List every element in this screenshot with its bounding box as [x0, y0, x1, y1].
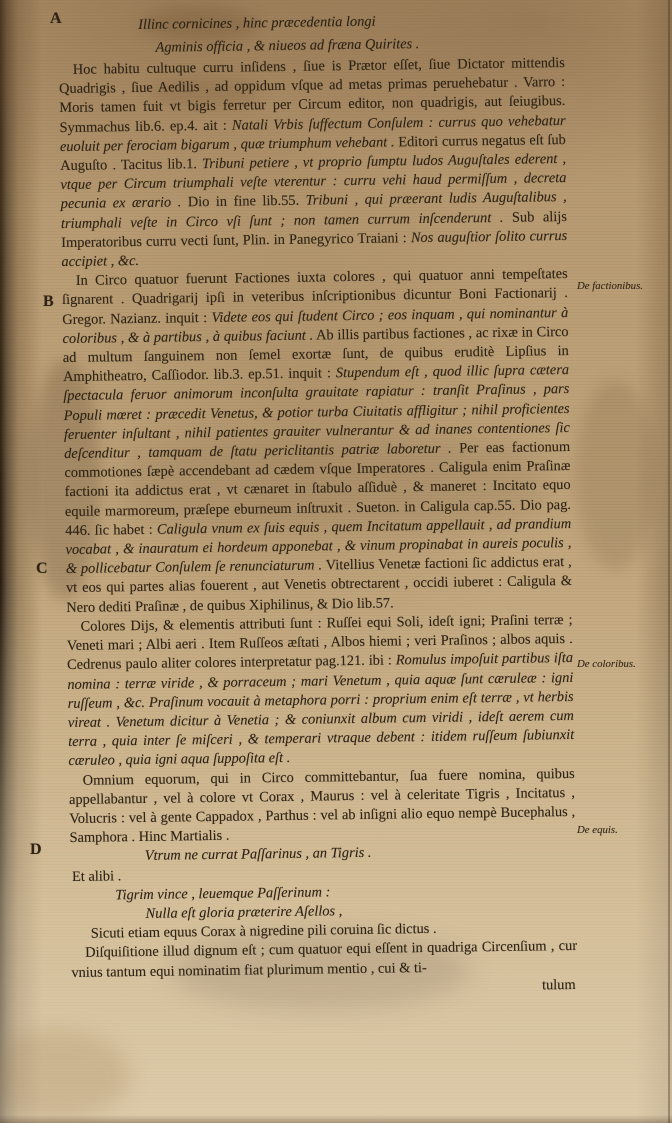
italic-text: Nos auguſtior ſolito currus accipiet , &c. [61, 227, 568, 271]
roman-text: tulum [541, 976, 576, 994]
roman-text: Per eas factionum commotiones ſæpè accendebant ad cædem vſque Imperatores . Caligula enim Praſinæ factioni ita addictus erat , vt cænaret in ſtabulo aſſiduè , & maneret : Incitato equo equile marmoreum, præſepe eburneum inſtruxit . Sueton. in Caligula cap.55. Dio pag. 446. ſic habet : [64, 439, 572, 539]
section-letter: C [36, 560, 48, 577]
roman-text: Ab illis partibus factiones , ac rixæ in Circo ad multum ſanguinem non ſemel exortæ ſunt, de quibus eruditè Lipſius in Amphitheatro, Caſſiodor. lib.3. ep.51. inquit : [62, 323, 569, 386]
roman-text: Omnium equorum, qui in Circo committebantur, ſua fuere nomina, quibus appellabantur , vel à colore vt Corax , Maurus : vel à celeritate Tigris , Incitatus , Volucris : vel à gente Cappadox , Parthus : vel ab inſigni alio equo nempè Bucephalus , Samphora . Hinc Martialis . [68, 765, 576, 847]
italic-text: Nulla eſt gloria præterire Aſellos , [145, 903, 343, 922]
paper-stain [575, 380, 655, 570]
roman-text: Diſquiſitione illud dignum eſt ; cum quatuor equi eſſent in quadriga Circenſium , cur vnius tantum equi nominatim fiat plurimum mentio , cui & ti- [71, 938, 578, 981]
section-letter: D [30, 841, 42, 858]
italic-text: Tribuni , qui præerant ludis Auguſtalibus , triumphali veſte in Circo vſi ſunt ; non tamen currum inſcenderunt . [60, 189, 567, 232]
section-letter: A [50, 10, 62, 27]
italic-text: Caligula vnum ex ſuis equis , quem Incitatum appellauit , ad prandium vocabat , & inauratum ei hordeum apponebat , & vinum propinabat in aureis poculis , & pollicebatur Conſulem ſe renunciaturum . [65, 515, 572, 578]
italic-text: Vtrum ne currat Paſſarinus , an Tigris . [144, 845, 372, 865]
italic-text: Tribuni petiere , vt proprio ſumptu ludos Auguſtales ederent , vtque per Circum triumphali veſte vterentur : curru vehi haud permiſſum , decreta pecunia ex ærario . [60, 151, 567, 213]
roman-text: Dio in fine lib.55. [181, 193, 306, 211]
roman-text: Colores Dijs, & elementis attributi ſunt : Ruſſei equi Soli, ideſt igni; Praſini terræ ; Veneti mari ; Albi aeri . Item Ruſſeos æſtati , Albos hiemi ; veri Praſinos ; albos aquis . Cedrenus paulo aliter colores interpretatur pag.121. ibi : [66, 611, 573, 674]
roman-text: In Circo quatuor fuerunt Factiones iuxta colores , qui quatuor anni tempeſtates ſignarent . Quadrigarij ipſi in veteribus inſcriptionibus dicuntur Boni Factionarij . Gregor. Nazianz. inquit : [61, 266, 569, 328]
roman-text: Sicuti etiam equus Corax à nigredine pili coruina ſic dictus . [90, 921, 437, 942]
italic-text: Stupendum eſt , quod illic ſupra cætera ſpectacula feruor animorum inconſulta grauitate rapiatur : tranſit Praſinus , pars Populi mœret : præcedit Venetus, & potior turba Ciuitatis affligitur ; nihil proficientes feruenter inſultant , nihil patientes grauiter vulnerantur & ad inanes contentiones ſic deſcenditur , tamquam de ſtatu periclitantis patriæ laboretur . [63, 362, 570, 463]
italic-text: Natali Vrbis ſuffectum Conſulem : currus quo vehebatur euoluit per ferociam bigarum , quæ triumphum vehebant . [59, 112, 566, 155]
roman-text: Et alibi . [71, 867, 122, 885]
paper-stain [0, 1030, 130, 1120]
italic-text: Agminis officia , & niueos ad fræna Quirites . [155, 36, 420, 56]
paragraph [59, 54, 568, 272]
roman-text: Sub alijs Imperatoribus curru vecti ſunt, Plin. in Panegyrico Traiani : [61, 208, 568, 251]
italic-text: Romulus impoſuit partibus iſta nomina : terræ viride , & porraceum ; mari Venetum , quia aquæ ſunt cæruleæ : igni ruſſeum , &c. Praſinum vocauit à metaphora porri : proprium enim eſt terræ , vt herbis vireat . Venetum dicitur à Venetia ; & coniunxit album cum viridi , ideſt aerem cum terra , quia inter ſe miſceri , & temperari vtraque debent : itidem ruſſeum ſubiunxit cæruleo , quia igni aqua ſuppoſita eſt . [67, 650, 575, 770]
italic-text: Illinc cornicines , hinc præcedentia longi [138, 13, 376, 33]
paragraph [69, 764, 576, 848]
paragraph [66, 611, 574, 772]
margin-note: De coloribus. [577, 658, 636, 670]
italic-text: Tigrim vince , leuemque Paſſerinum : [115, 884, 331, 904]
text-block [58, 8, 578, 1002]
italic-text: Videte eos qui ſtudent Circo ; eos inquam , qui nominantur à coloribus , & à partibus , à quibus faciunt . [62, 304, 569, 347]
roman-text: Editori currus negatus eſt ſub Auguſto . Tacitus lib.1. [60, 131, 566, 175]
margin-note: De factionibus. [577, 280, 643, 292]
roman-text: Hoc habitu cultuque curru inſidens , ſiue is Prætor eſſet, ſiue Dictator mittendis Quadrigis , ſiue Aedilis , ad oppidum vſque ad metas primas peruehebatur . Varro : Moris tamen fuit vt bigis ferretur per Circum editor, non quadrigis, aut ſeiugibus. Symmachus lib.6. ep.4. ait : [58, 54, 566, 136]
page-bottom-shadow [0, 1115, 672, 1123]
margin-note: De equis. [577, 824, 618, 836]
roman-text: Vitellius Venetæ factioni ſic addictus erat , vt eos qui partes alias fouerent , aut Venetis obtrectarent , occidi iuberet : Caligula & Nero dediti Praſinæ , de quibus Xiphilinus, & Dio lib.57. [65, 554, 573, 616]
section-letter: B [43, 293, 54, 310]
page-edge-line [668, 0, 670, 1123]
paragraph [62, 265, 573, 618]
